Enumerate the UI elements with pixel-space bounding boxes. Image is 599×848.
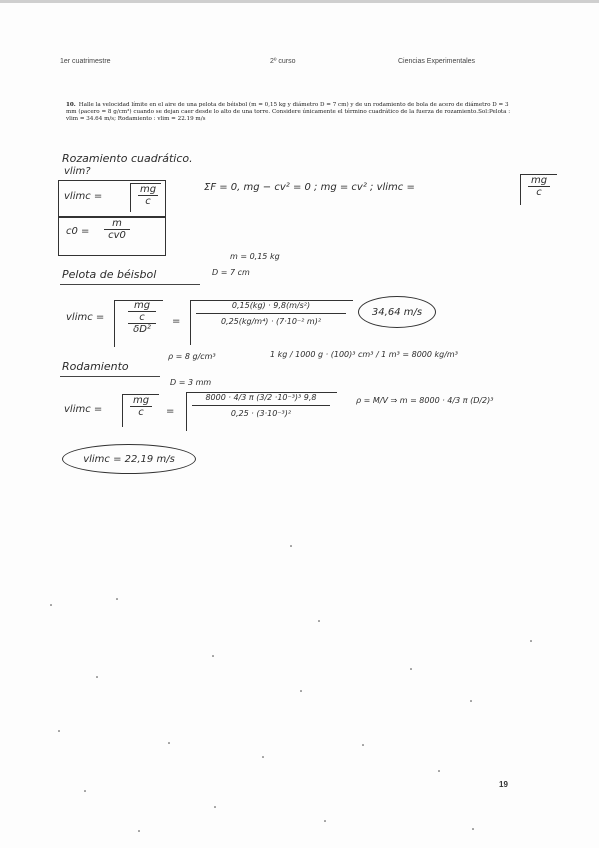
bearing-heading-underline [60,376,160,377]
scan-speck [50,604,52,606]
scan-speck [262,756,264,758]
ball-mid: c [139,312,145,323]
bearing-den: c [138,407,144,418]
scan-speck [168,742,170,744]
scan-speck [58,730,60,732]
scan-speck [472,828,474,830]
bearing-result [62,444,196,474]
box1-fraction [138,184,158,207]
page-number: 19 [499,780,508,789]
box2-den: cv0 [108,230,126,241]
ball-expr-num: 0,15(kg) · 9,8(m/s²) [231,301,311,310]
bearing-conversion: 1 kg / 1000 g · (100)³ cm³ / 1 m³ = 8000 kg/m³ [270,350,458,359]
ball-nested-fraction [128,300,156,335]
scan-speck [324,820,326,822]
bearing-fraction [130,395,152,418]
bearing-num: mg [132,395,150,406]
scan-speck [84,790,86,792]
box1-lhs: vlimc = [64,191,103,202]
scan-speck [318,620,320,622]
handwritten-question: vlim? [64,166,91,177]
problem-statement [66,102,518,123]
force-den: c [536,187,542,198]
scan-speck [116,598,118,600]
bearing-expr-bar [192,405,330,406]
header-course: 2º curso [270,58,296,65]
bearing-expression [192,393,330,418]
scan-speck [96,676,98,678]
problem-number: 10. [66,102,76,108]
bearing-density: ρ = 8 g/cm³ [168,352,216,361]
scan-speck [362,744,364,746]
ball-heading-underline [60,284,200,285]
scan-speck [438,770,440,772]
ball-num: mg [133,300,151,311]
box1-num: mg [139,184,157,195]
bearing-expr-den: 0,25 · (3·10⁻³)² [230,409,292,418]
scan-speck [214,806,216,808]
page-top-edge [0,0,599,3]
scan-speck [530,640,532,642]
problem-text: Halle la velocidad límite en el aire de una pelota de béisbol (m = 0,15 kg y diámetro D = 7 cm) y de un rodamiento de bola de acero de diámetro D = 3 mm (ρacero = 8 g/cm³) cuando se dejan caer desde lo alto de una torre. Considere únicamente el término cuadrático de la fuerza de rozamiento.Sol:Pelota : vlim = 34.64 m/s; Rodamiento : vlim = 22.19 m/s [66,102,511,122]
ball-den: δD² [133,324,151,335]
force-equation: ΣF = 0, mg − cv² = 0 ; mg = cv² ; vlimc = [204,182,415,193]
bearing-result-text: vlimc = 22,19 m/s [83,453,175,465]
bearing-diameter: D = 3 mm [170,378,212,387]
scan-speck [470,700,472,702]
ball-expr-bar [196,313,346,314]
scan-speck [212,655,214,657]
force-fraction [528,175,550,198]
ball-result-text: 34,64 m/s [371,306,423,318]
ball-expression [196,301,346,326]
scan-speck [138,830,140,832]
box2-lhs: c0 = [66,226,90,237]
ball-equals: = [172,316,181,327]
bearing-lhs: vlimc = [64,404,103,415]
box2-num: m [112,218,122,229]
ball-diameter: D = 7 cm [212,268,250,277]
bearing-heading: Rodamiento [62,360,129,373]
header-subject: Ciencias Experimentales [398,58,476,65]
ball-mass: m = 0,15 kg [230,252,280,261]
ball-result [358,296,436,328]
density-equation: ρ = M/V ⇒ m = 8000 · 4/3 π (D/2)³ [356,396,494,405]
scan-speck [290,545,292,547]
ball-heading: Pelota de béisbol [62,268,157,281]
handwritten-title: Rozamiento cuadrático. [62,152,193,165]
ball-expr-den: 0,25(kg/m⁴) · (7·10⁻² m)² [220,317,322,326]
bearing-expr-num: 8000 · 4/3 π (3/2 ·10⁻³)³ 9,8 [205,393,317,402]
scan-speck [410,668,412,670]
ball-lhs: vlimc = [66,312,105,323]
box1-den: c [145,196,151,207]
force-num: mg [530,175,548,186]
header-term: 1er cuatrimestre [60,58,111,65]
scan-speck [300,690,302,692]
box2-fraction [104,218,130,241]
bearing-equals: = [166,406,175,417]
